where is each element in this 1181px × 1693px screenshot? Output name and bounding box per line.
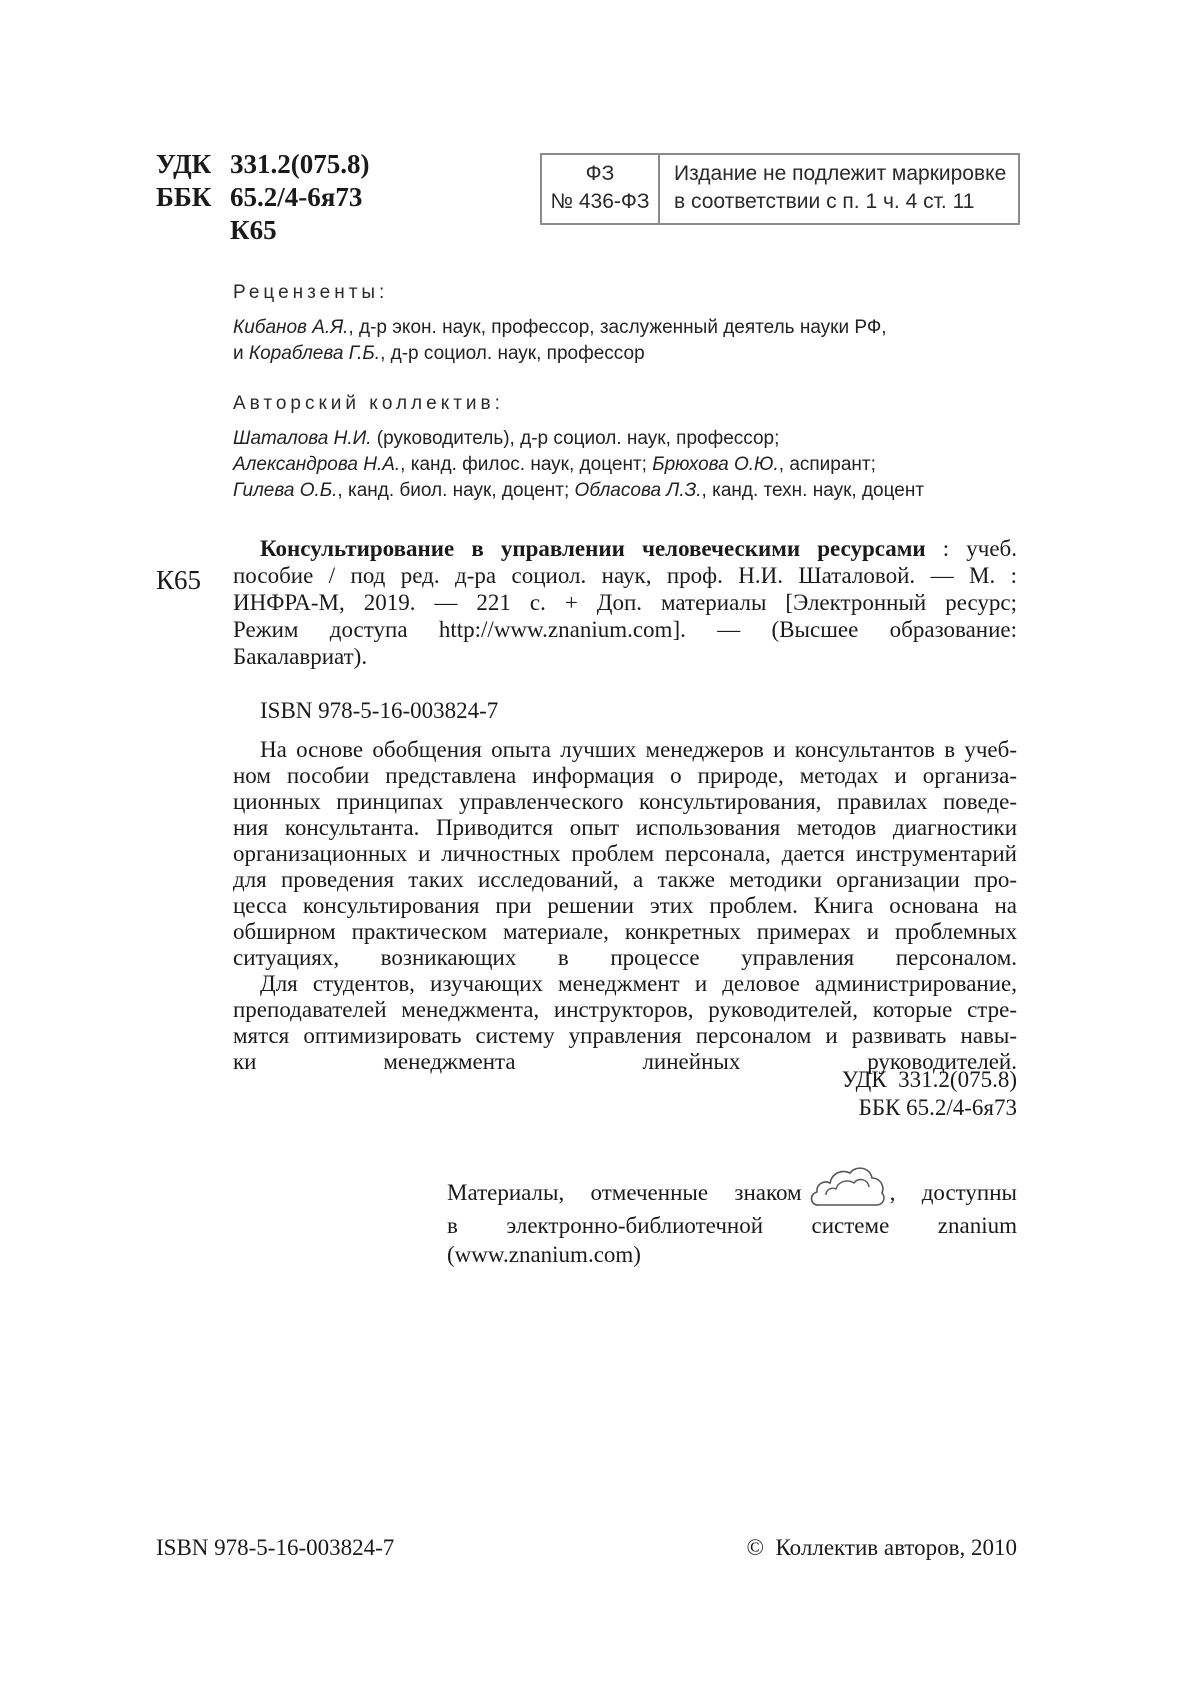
reviewer-1: Кибанов А.Я., д-р экон. наук, профессор, заслуженный деятель науки РФ, (233, 317, 887, 338)
cloud-note-line-1: Материалы, отмеченные знаком , доступны (447, 1178, 1017, 1211)
udk-code: УДК 331.2(075.8) (841, 1067, 1017, 1092)
annotation-line: для проведения таких исследований, а также методики организации про- (233, 867, 1017, 892)
fz-marking-box (540, 153, 1020, 225)
reviewers-heading: Рецензенты: (233, 282, 389, 303)
fz-note-line1: Издание не подлежит маркировке (674, 162, 1007, 185)
annotation-line: ционных принципах управленческого консультирования, правилах поведе- (233, 789, 1017, 814)
bbk-code: ББК 65.2/4-6я73 (858, 1095, 1017, 1120)
fz-note-cell (660, 155, 1018, 223)
bib-line-3: ИНФРА-М, 2019. — 221 с. + Доп. материалы [Электронный ресурс; (233, 590, 1017, 615)
bbk-value: 65.2/4-6я73 (230, 182, 363, 212)
author-line-2: Александрова Н.А., канд. филос. наук, доцент; Брюхова О.Ю., аспирант; (233, 454, 876, 475)
fz-note-line2: в соответствии с п. 1 ч. 4 ст. 11 (674, 190, 975, 213)
annotation-line: ситуациях, возникающих в процессе управления персоналом. (233, 945, 1017, 970)
annotation-line: цесса консультирования при решении этих проблем. Книга основана на (233, 893, 1017, 918)
annotation-line: ном пособии представлена информация о природе, методах и организа- (233, 763, 1017, 788)
book-title: Консультирование в управлении человеческими ресурсами (260, 536, 926, 561)
annotation-line: На основе обобщения опыта лучших менеджеров и консультантов в учеб- (260, 737, 1017, 762)
reviewer-1-name: Кибанов А.Я. (233, 317, 349, 338)
bib-line-4: Режим доступа http://www.znanium.com]. — (Высшее образование: (233, 617, 1017, 642)
cloud-icon (808, 1161, 886, 1211)
side-author-sign: К65 (156, 565, 202, 595)
author-line-3: Гилева О.Б., канд. биол. наук, доцент; Обласова Л.З., канд. техн. наук, доцент (233, 480, 925, 501)
annotation-line: организационных и личностных проблем персонала, дается инструментарий (233, 841, 1017, 866)
bib-line-5: Бакалавриат). (233, 644, 368, 669)
bib-line-1: Консультирование в управлении человеческими ресурсами : учеб. (260, 536, 1017, 561)
annotation-line: ния консультанта. Приводится опыт использования методов диагностики (233, 815, 1017, 840)
annotation (233, 737, 1017, 1075)
reviewer-2: и Кораблева Г.Б., д-р социол. наук, профессор (233, 343, 645, 364)
footer-isbn: ISBN 978-5-16-003824-7 (156, 1535, 395, 1560)
author-sign: К65 (230, 215, 277, 245)
annotation-line: Для студентов, изучающих менеджмент и деловое администрирование, (260, 971, 1017, 996)
isbn: ISBN 978-5-16-003824-7 (260, 698, 499, 723)
cloud-note-line-3: (www.znanium.com) (447, 1241, 641, 1267)
annotation-line: ки менеджмента линейных руководителей. (233, 1049, 1017, 1074)
copyright: © Коллектив авторов, 2010 (746, 1535, 1017, 1560)
bibliographic-record (233, 535, 1017, 670)
electronic-materials-note (447, 1178, 1017, 1269)
bib-line-2: пособие / под ред. д-ра социол. наук, проф. Н.И. Шаталовой. — М. : (233, 563, 1017, 588)
bbk-label: ББК (156, 182, 212, 212)
classification-codes (156, 148, 369, 247)
classification-footer (820, 1066, 1017, 1122)
fz-law-line2: № 436-ФЗ (550, 190, 650, 213)
udk-value: 331.2(075.8) (230, 149, 370, 179)
annotation-line: обширном практическом материале, конкретных примерах и проблемных (233, 919, 1017, 944)
reviewer-2-name: Кораблева Г.Б. (248, 343, 381, 364)
fz-law-line1: ФЗ (585, 162, 615, 185)
authors-heading: Авторский коллектив: (233, 393, 504, 414)
author-line-1: Шаталова Н.И. (руководитель), д-р социол. наук, профессор; (233, 428, 780, 449)
annotation-line: преподавателей менеджмента, инструкторов, руководителей, которые стре- (233, 997, 1017, 1022)
udk-label: УДК (156, 149, 212, 179)
cloud-note-line-2: в электронно-библиотечной системе znanium (447, 1212, 1017, 1238)
fz-law-cell (542, 155, 660, 223)
annotation-line: мятся оптимизировать систему управления персоналом и развивать навы- (233, 1023, 1017, 1048)
